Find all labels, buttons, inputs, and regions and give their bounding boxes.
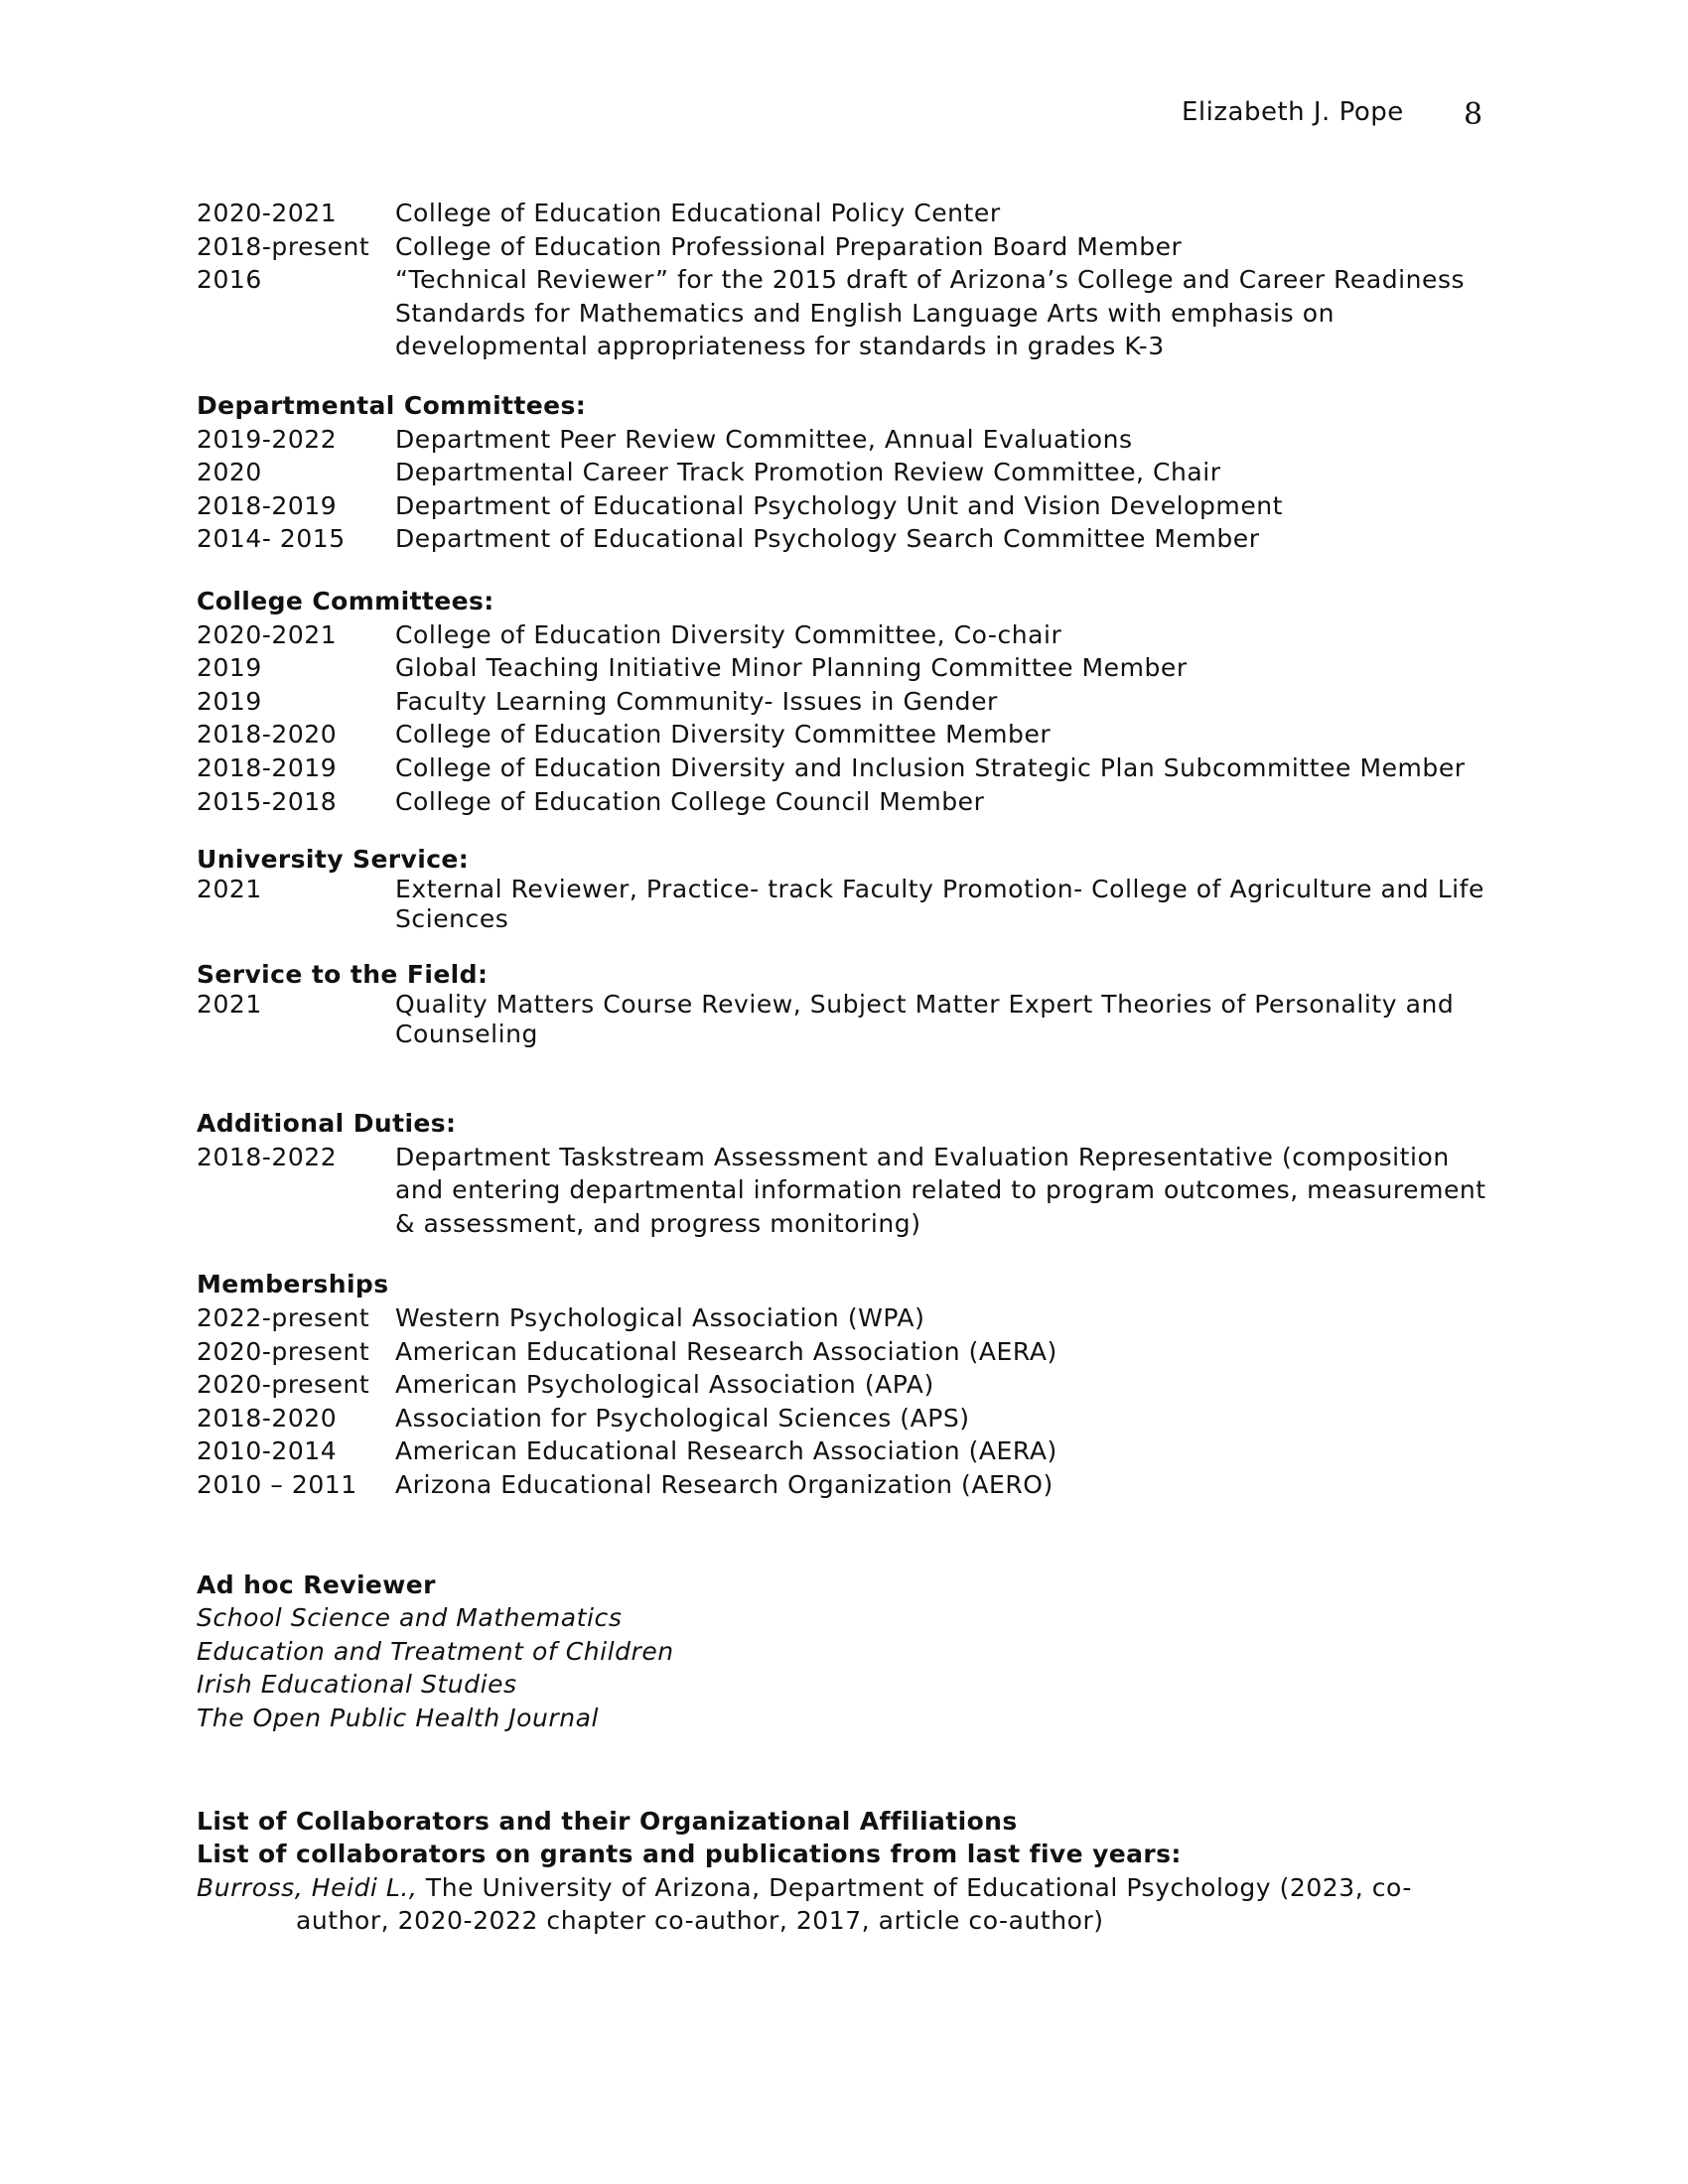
document-body [197, 197, 1487, 1938]
entry-year: 2019-2022 [197, 424, 338, 454]
university-service-section [197, 845, 1487, 934]
entry-text: External Reviewer, Practice- track Faculty Promotion- College of Agriculture and Life Sciences [395, 875, 1484, 934]
entry-text: Quality Matters Course Review, Subject Matter Expert Theories of Personality and Counseling [395, 990, 1455, 1049]
entry-year: 2020-2021 [197, 619, 338, 649]
additional-duties-section [197, 1107, 1487, 1240]
service-entry [197, 263, 1487, 363]
service-entry [197, 990, 1487, 1049]
journal-name: School Science and Mathematics [197, 1603, 623, 1633]
college-committees-section [197, 585, 1487, 818]
entry-text: Arizona Educational Research Organization (AERO) [395, 1470, 1054, 1500]
section-heading: University Service: [197, 845, 470, 875]
entry-year: 2010-2014 [197, 1436, 338, 1466]
header-author-name: Elizabeth J. Pope [1182, 97, 1404, 127]
committee-entry [197, 751, 1487, 785]
membership-entry [197, 1335, 1487, 1369]
committee-entry [197, 618, 1487, 652]
service-entry [197, 875, 1487, 934]
service-entry [197, 230, 1487, 264]
entry-text: American Psychological Association (APA) [395, 1370, 934, 1400]
entry-text: College of Education Diversity and Inclusion Strategic Plan Subcommittee Member [395, 752, 1466, 782]
departmental-committees-section [197, 389, 1487, 556]
section-heading: Departmental Committees: [197, 390, 587, 420]
section-heading: Ad hoc Reviewer [197, 1570, 436, 1599]
membership-entry [197, 1368, 1487, 1402]
section-subheading: List of collaborators on grants and publications from last five years: [197, 1840, 1182, 1869]
entry-year: 2018-present [197, 231, 370, 261]
entry-text: Faculty Learning Community- Issues in Gender [395, 686, 998, 716]
entry-text: Department Peer Review Committee, Annual Evaluations [395, 424, 1133, 454]
section-heading: List of Collaborators and their Organizational Affiliations [197, 1806, 1018, 1836]
entry-text: American Educational Research Association (AERA) [395, 1436, 1057, 1466]
entry-year: 2021 [197, 875, 262, 904]
collaborator-name: Burross, Heidi L., [197, 1872, 418, 1902]
entry-year: 2018-2022 [197, 1142, 338, 1171]
page-header [1182, 97, 1489, 137]
entry-text: College of Education College Council Member [395, 786, 985, 816]
entry-year: 2014- 2015 [197, 524, 346, 554]
entry-year: 2018-2020 [197, 1403, 338, 1433]
membership-entry [197, 1402, 1487, 1435]
entry-year: 2018-2020 [197, 720, 338, 750]
collaborator-entry [197, 1871, 1487, 1938]
entry-text: Departmental Career Track Promotion Review Committee, Chair [395, 458, 1221, 487]
committee-entry [197, 423, 1487, 457]
entry-year: 2015-2018 [197, 786, 338, 816]
journal-name: Irish Educational Studies [197, 1670, 517, 1700]
service-to-field-section [197, 960, 1487, 1049]
committee-entry [197, 522, 1487, 556]
entry-text: College of Education Educational Policy Center [395, 199, 1001, 227]
page-number: 8 [1464, 97, 1483, 132]
entry-text: American Educational Research Association (AERA) [395, 1336, 1057, 1366]
committee-entry [197, 718, 1487, 751]
entry-text: Western Psychological Association (WPA) [395, 1303, 925, 1333]
section-heading: Additional Duties: [197, 1109, 457, 1139]
entry-year: 2018-2019 [197, 490, 338, 520]
entry-text: “Technical Reviewer” for the 2015 draft of Arizona’s College and Career Readiness Standards for Mathematics and English Language Arts with emphasis on developmental appropriateness for standards in grades K-3 [395, 265, 1466, 361]
collaborator-affiliation: The University of Arizona, Department of Educational Psychology (2023, co-author, 2020-2022 chapter co-author, 2017, article co-author) [296, 1872, 1412, 1936]
section-heading: College Committees: [197, 586, 494, 615]
section-heading: Service to the Field: [197, 960, 489, 990]
committee-entry [197, 651, 1487, 685]
entry-text: College of Education Diversity Committee Member [395, 720, 1052, 750]
entry-year: 2020-present [197, 1370, 370, 1400]
entry-text: Association for Psychological Sciences (APS) [395, 1403, 970, 1433]
entry-text: College of Education Professional Preparation Board Member [395, 231, 1183, 261]
entry-text: College of Education Diversity Committee, Co-chair [395, 619, 1062, 649]
entry-year: 2019 [197, 686, 262, 716]
entry-year: 2016 [197, 265, 262, 295]
membership-entry [197, 1434, 1487, 1468]
journal-name: The Open Public Health Journal [197, 1704, 599, 1732]
entry-text: Department of Educational Psychology Unit and Vision Development [395, 490, 1284, 520]
service-entry [197, 197, 1487, 230]
continued-service-section [197, 197, 1487, 363]
entry-year: 2010 – 2011 [197, 1470, 357, 1500]
entry-text: Department Taskstream Assessment and Evaluation Representative (composition and entering departmental information related to program outcomes, measurement & assessment, and progress monitoring) [395, 1142, 1486, 1238]
committee-entry [197, 489, 1487, 523]
duty-entry [197, 1141, 1487, 1241]
entry-text: Global Teaching Initiative Minor Planning Committee Member [395, 653, 1188, 683]
entry-year: 2020-2021 [197, 199, 338, 227]
section-heading: Memberships [197, 1270, 389, 1299]
entry-year: 2022-present [197, 1303, 370, 1333]
memberships-section [197, 1268, 1487, 1501]
entry-text: Department of Educational Psychology Search Committee Member [395, 524, 1260, 554]
committee-entry [197, 785, 1487, 819]
entry-year: 2018-2019 [197, 752, 338, 782]
membership-entry [197, 1468, 1487, 1502]
committee-entry [197, 456, 1487, 489]
committee-entry [197, 685, 1487, 719]
membership-entry [197, 1301, 1487, 1335]
collaborators-section [197, 1805, 1487, 1938]
adhoc-reviewer-section [197, 1569, 1487, 1735]
entry-year: 2019 [197, 653, 262, 683]
journal-name: Education and Treatment of Children [197, 1636, 674, 1666]
entry-year: 2020-present [197, 1336, 370, 1366]
entry-year: 2021 [197, 990, 262, 1020]
entry-year: 2020 [197, 458, 262, 487]
